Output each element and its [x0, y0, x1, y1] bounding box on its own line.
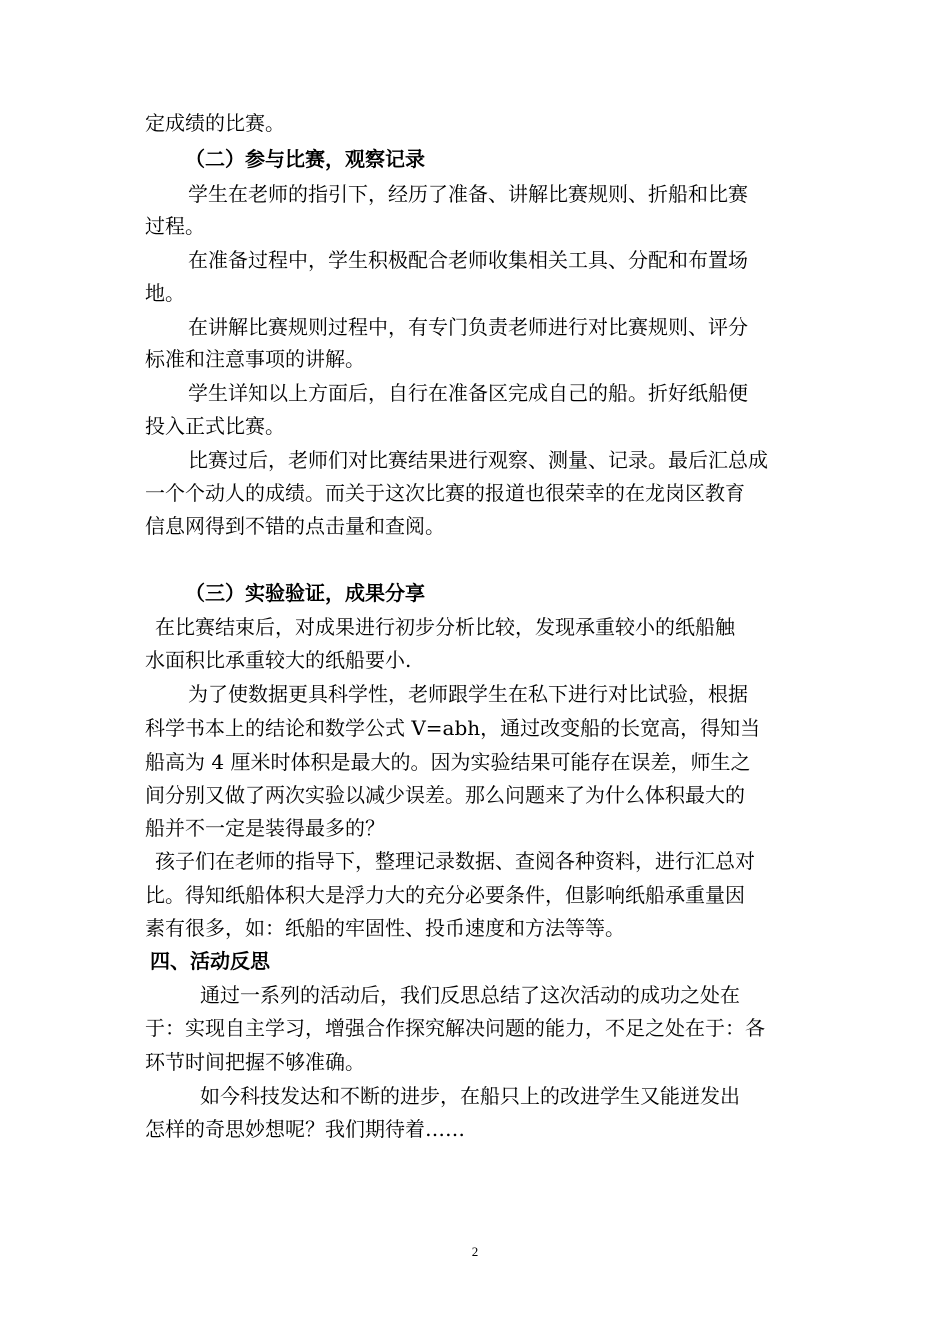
paragraph-line: 于：实现自主学习，增强合作探究解决问题的能力，不足之处在于：各 — [145, 1016, 765, 1040]
paragraph-line: 在讲解比赛规则过程中，有专门负责老师进行对比赛规则、评分 — [188, 315, 748, 339]
paragraph-line: 地。 — [145, 281, 185, 305]
paragraph-line: 过程。 — [145, 214, 205, 238]
paragraph-line: 如今科技发达和不断的进步，在船只上的改进学生又能迸发出 — [200, 1084, 740, 1108]
section-heading: （二）参与比赛，观察记录 — [185, 147, 425, 171]
section-heading: （三）实验验证，成果分享 — [185, 581, 425, 605]
paragraph-line: 怎样的奇思妙想呢？我们期待着…… — [145, 1117, 465, 1141]
paragraph-line: 为了使数据更具科学性，老师跟学生在私下进行对比试验，根据 — [188, 682, 748, 706]
paragraph-line: 间分别又做了两次实验以减少误差。那么问题来了为什么体积最大的 — [145, 783, 745, 807]
paragraph-line: 科学书本上的结论和数学公式 V=abh，通过改变船的长宽高，得知当 — [145, 716, 761, 740]
paragraph-line: 素有很多，如：纸船的牢固性、投币速度和方法等等。 — [145, 916, 625, 940]
paragraph-line: 标准和注意事项的讲解。 — [145, 347, 365, 371]
paragraph-line: 船并不一定是装得最多的？ — [145, 816, 385, 840]
paragraph-line: 比。得知纸船体积大是浮力大的充分必要条件，但影响纸船承重量因 — [145, 883, 745, 907]
page-number: 2 — [471, 1244, 479, 1259]
paragraph-line: 一个个动人的成绩。而关于这次比赛的报道也很荣幸的在龙岗区教育 — [145, 481, 745, 505]
paragraph-line: 环节时间把握不够准确。 — [145, 1050, 365, 1074]
paragraph-line: 孩子们在老师的指导下，整理记录数据、查阅各种资料，进行汇总对 — [155, 849, 755, 873]
paragraph-line: 学生在老师的指引下，经历了准备、讲解比赛规则、折船和比赛 — [188, 182, 748, 206]
section-heading: 四、活动反思 — [150, 949, 270, 973]
paragraph-line: 在比赛结束后，对成果进行初步分析比较，发现承重较小的纸船触 — [155, 615, 735, 639]
paragraph-line: 学生详知以上方面后，自行在准备区完成自己的船。折好纸船便 — [188, 381, 748, 405]
paragraph-line: 定成绩的比赛。 — [145, 111, 285, 135]
paragraph-line: 水面积比承重较大的纸船要小. — [145, 648, 412, 672]
paragraph-line: 投入正式比赛。 — [145, 414, 285, 438]
paragraph-line: 比赛过后，老师们对比赛结果进行观察、测量、记录。最后汇总成 — [188, 448, 768, 472]
paragraph-line: 在准备过程中，学生积极配合老师收集相关工具、分配和布置场 — [188, 248, 748, 272]
paragraph-line: 船高为 4 厘米时体积是最大的。因为实验结果可能存在误差，师生之 — [145, 750, 751, 774]
paragraph-line: 通过一系列的活动后，我们反思总结了这次活动的成功之处在 — [200, 983, 740, 1007]
paragraph-line: 信息网得到不错的点击量和查阅。 — [145, 514, 445, 538]
